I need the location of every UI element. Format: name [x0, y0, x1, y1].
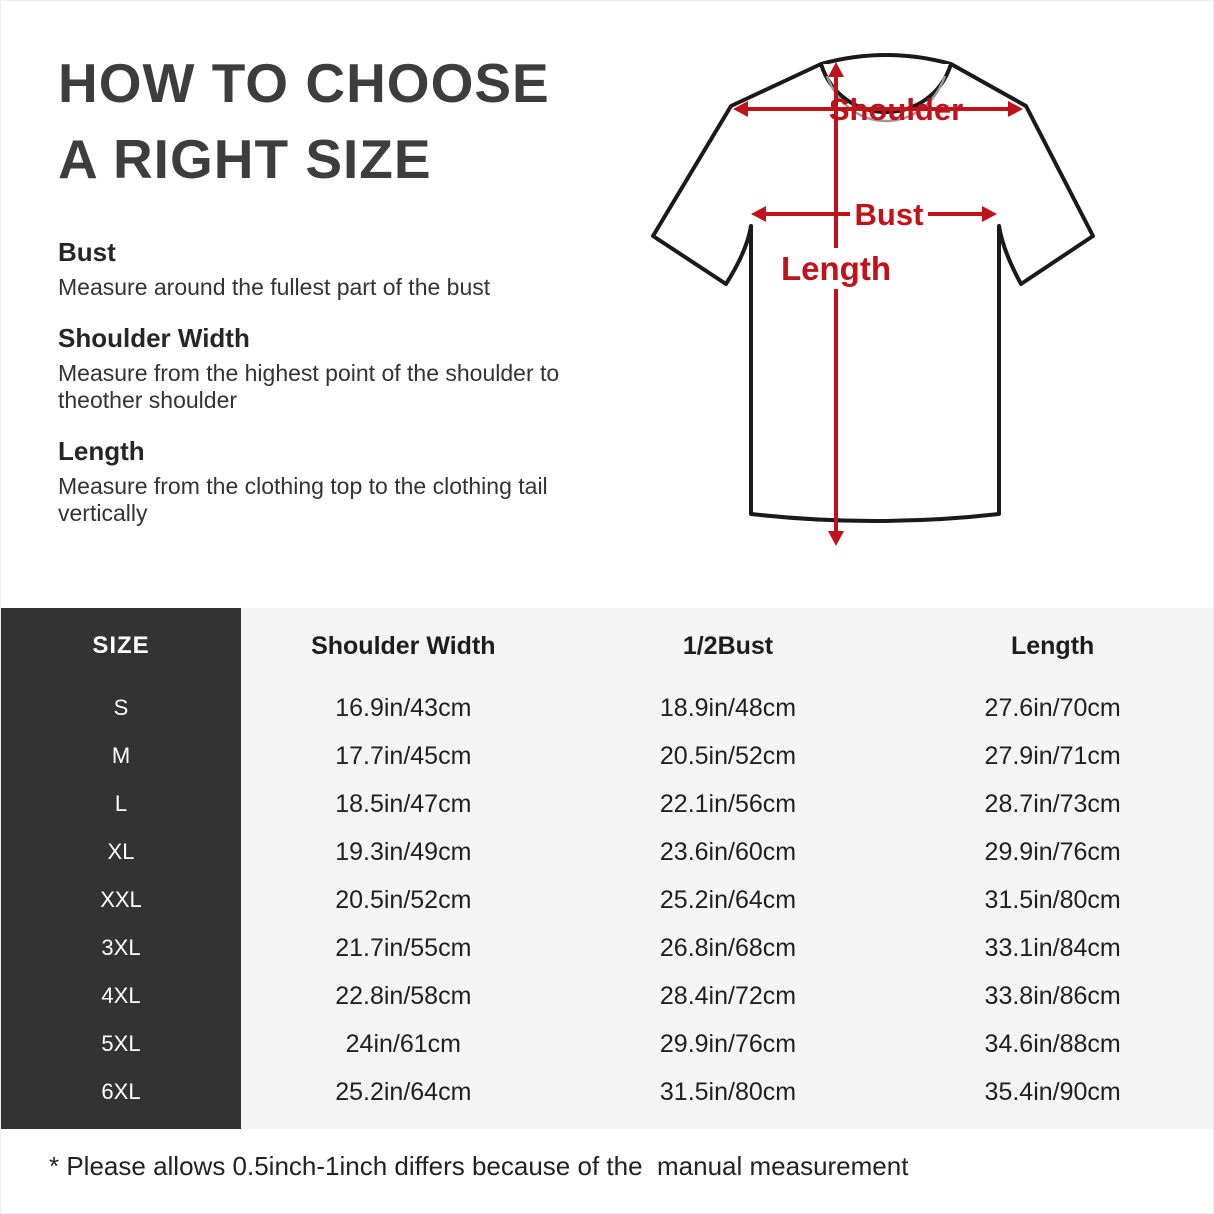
instruction-bust-heading: Bust — [58, 237, 116, 267]
length-value: 34.6in/88cm — [984, 1029, 1121, 1058]
instruction-shoulder-heading: Shoulder Width — [58, 323, 250, 353]
shoulder-label: Shoulder — [828, 92, 964, 127]
length-value: 35.4in/90cm — [984, 1077, 1121, 1106]
instruction-bust-text: Measure around the fullest part of the bust — [58, 274, 491, 300]
size-table-header-shoulder-width: Shoulder Width — [311, 631, 496, 660]
shoulder-width-value: 16.9in/43cm — [335, 693, 472, 722]
length-value: 33.8in/86cm — [984, 981, 1121, 1010]
half-bust-value: 31.5in/80cm — [659, 1077, 797, 1106]
page-title-line1: HOW TO CHOOSE — [58, 52, 550, 114]
measuring-instructions — [58, 237, 568, 549]
length-value: 31.5in/80cm — [984, 885, 1121, 914]
size-table-header-half-bust: 1/2Bust — [682, 631, 774, 660]
length-value: 29.9in/76cm — [984, 837, 1121, 866]
instruction-shoulder-text: Measure from the highest point of the shoulder to theother shoulder — [58, 360, 560, 413]
shoulder-width-value: 24in/61cm — [345, 1029, 461, 1058]
half-bust-value: 20.5in/52cm — [659, 741, 797, 770]
page-title-line2: A RIGHT SIZE — [58, 128, 432, 190]
size-label: 3XL — [101, 935, 141, 960]
half-bust-value: 22.1in/56cm — [659, 789, 797, 818]
size-label: 4XL — [101, 983, 141, 1008]
half-bust-value: 26.8in/68cm — [659, 933, 797, 962]
size-label: M — [111, 743, 131, 768]
length-value: 27.6in/70cm — [984, 693, 1121, 722]
page-title — [58, 45, 550, 197]
instruction-length-text: Measure from the clothing top to the clothing tail vertically — [58, 473, 548, 526]
shoulder-width-value: 22.8in/58cm — [335, 981, 472, 1010]
instruction-shoulder-width — [58, 323, 568, 414]
tshirt-diagram-svg — [631, 36, 1191, 561]
half-bust-value: 18.9in/48cm — [659, 693, 797, 722]
size-label: L — [114, 791, 128, 816]
shoulder-width-value: 17.7in/45cm — [335, 741, 472, 770]
length-value: 33.1in/84cm — [984, 933, 1121, 962]
size-label: 6XL — [101, 1079, 141, 1104]
bust-label: Bust — [854, 197, 924, 232]
instruction-bust — [58, 237, 568, 301]
half-bust-value: 23.6in/60cm — [659, 837, 797, 866]
size-label: XL — [107, 839, 135, 864]
shoulder-width-value: 19.3in/49cm — [335, 837, 472, 866]
half-bust-value: 28.4in/72cm — [659, 981, 797, 1010]
shoulder-width-value: 20.5in/52cm — [335, 885, 472, 914]
shoulder-width-value: 21.7in/55cm — [335, 933, 472, 962]
measurement-disclaimer: * Please allows 0.5inch-1inch differs because of the manual measurement — [49, 1151, 909, 1181]
size-table — [1, 608, 1214, 1129]
instruction-length — [58, 436, 568, 527]
tshirt-measurement-diagram — [631, 36, 1191, 561]
length-value: 28.7in/73cm — [984, 789, 1121, 818]
size-table-header-size: SIZE — [92, 632, 150, 659]
shoulder-width-value: 25.2in/64cm — [335, 1077, 472, 1106]
length-label: Length — [781, 250, 891, 287]
shoulder-width-value: 18.5in/47cm — [335, 789, 472, 818]
size-table-header-length: Length — [1010, 631, 1095, 660]
half-bust-value: 25.2in/64cm — [659, 885, 797, 914]
half-bust-value: 29.9in/76cm — [659, 1029, 797, 1058]
instruction-length-heading: Length — [58, 436, 145, 466]
size-label: XXL — [100, 887, 142, 912]
length-value: 27.9in/71cm — [984, 741, 1121, 770]
size-label: S — [113, 695, 129, 720]
size-label: 5XL — [101, 1031, 141, 1056]
